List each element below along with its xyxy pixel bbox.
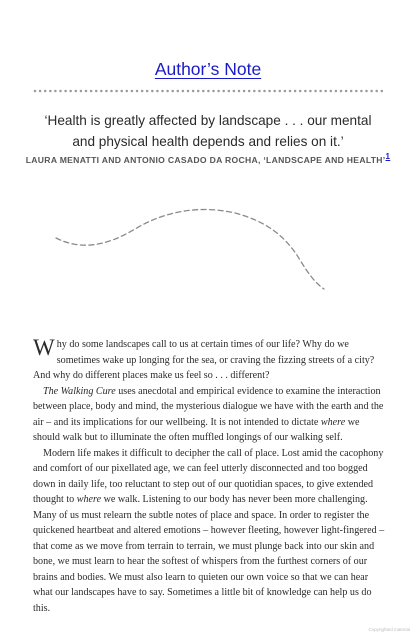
divider-dot <box>243 90 246 93</box>
divider-dot <box>207 90 210 93</box>
epigraph-attribution <box>0 152 416 165</box>
divider-dot <box>309 90 312 93</box>
divider-dot <box>314 90 317 93</box>
divider-dot <box>39 90 42 93</box>
divider-dot <box>268 90 271 93</box>
emphasis-where: where <box>320 416 346 428</box>
divider-dot <box>85 90 88 93</box>
divider-dot <box>197 90 200 93</box>
divider-dot <box>146 90 149 93</box>
divider-dot <box>182 90 185 93</box>
divider-dot <box>110 90 113 93</box>
paragraph-2 <box>33 384 385 446</box>
divider-dot <box>253 90 256 93</box>
page-title[interactable]: Author’s Note <box>154 59 262 79</box>
body-text <box>33 337 385 616</box>
divider-dot <box>238 90 241 93</box>
divider-dot <box>100 90 103 93</box>
divider-dot <box>279 90 282 93</box>
divider-dot <box>80 90 83 93</box>
divider-dot <box>273 90 276 93</box>
divider-dot <box>340 90 343 93</box>
footnote-link[interactable]: 1 <box>385 152 391 161</box>
divider-dot <box>75 90 78 93</box>
wave-path <box>56 210 324 289</box>
divider-dot <box>304 90 307 93</box>
divider-dot <box>294 90 297 93</box>
divider-dot <box>69 90 72 93</box>
divider-dot <box>324 90 327 93</box>
divider-dot <box>90 90 93 93</box>
divider-dot <box>222 90 225 93</box>
paragraph-3-text-b: we walk. Listening to our body has never been more challenging. Many of us must relearn the subtle notes of place and space. In order to register the quickened heartbeat and altered emotions – however fleeting, however light-fingered – that come as we move from terrain to terrain, we must plunge back into our skin and bone, we must learn to hear the softest of whispers from the furthest corners of our brains and bodies. We must also learn to quieten our own voice so that we can hear what our landscapes have to say. Sometimes a little bit of knowledge can help us do this. <box>33 494 385 614</box>
divider-dot <box>248 90 251 93</box>
paragraph-2-text-b: we should walk but to illuminate the often muffled longings of our walking self. <box>33 416 360 443</box>
divider-dot <box>212 90 215 93</box>
divider-dot <box>330 90 333 93</box>
paragraph-3 <box>33 446 385 617</box>
divider-dot <box>151 90 154 93</box>
divider-dot <box>299 90 302 93</box>
divider-dot <box>381 90 384 93</box>
divider-dot <box>131 90 134 93</box>
dotted-divider <box>33 89 385 93</box>
divider-dot <box>370 90 373 93</box>
divider-dot <box>375 90 378 93</box>
drop-cap: W <box>33 335 55 360</box>
divider-dot <box>59 90 62 93</box>
divider-dot <box>161 90 164 93</box>
divider-dot <box>345 90 348 93</box>
divider-dot <box>217 90 220 93</box>
dashed-wave-decoration <box>50 205 330 295</box>
divider-dot <box>228 90 231 93</box>
copyright-watermark: Copyrighted material <box>368 627 410 632</box>
divider-dot <box>105 90 108 93</box>
divider-dot <box>335 90 338 93</box>
divider-dot <box>258 90 261 93</box>
divider-dot <box>177 90 180 93</box>
divider-dot <box>120 90 123 93</box>
divider-dot <box>284 90 287 93</box>
divider-dot <box>263 90 266 93</box>
divider-dot <box>95 90 98 93</box>
divider-dot <box>156 90 159 93</box>
divider-dot <box>141 90 144 93</box>
paragraph-1-text: hy do some landscapes call to us at certain times of our life? Why do we sometimes wake up longing for the sea, or craving the fizzing streets of a city? And why do different places make us feel so . . . different? <box>33 339 375 381</box>
divider-dot <box>355 90 358 93</box>
divider-dot <box>49 90 52 93</box>
divider-dot <box>34 90 37 93</box>
divider-dot <box>350 90 353 93</box>
divider-dot <box>289 90 292 93</box>
emphasis-where: where <box>76 494 102 505</box>
divider-dot <box>171 90 174 93</box>
divider-dot <box>126 90 129 93</box>
book-title: The Walking Cure <box>43 385 116 397</box>
divider-dot <box>64 90 67 93</box>
divider-dot <box>365 90 368 93</box>
divider-dot <box>192 90 195 93</box>
attribution-text: LAURA MENATTI AND ANTONIO CASADO DA ROCHA, ‘LANDSCAPE AND HEALTH’ <box>25 154 386 165</box>
divider-dot <box>54 90 57 93</box>
divider-dot <box>166 90 169 93</box>
divider-dot <box>233 90 236 93</box>
divider-dot <box>136 90 139 93</box>
paragraph-3-text-a: Modern life makes it difficult to decipher the call of place. Lost amid the cacophony and comfort of our pixellated age, we can feel utterly disconnected and too bogged down in daily life, too reluctant to step out of our quotidian spaces, to give extended thought to <box>33 447 384 505</box>
paragraph-1 <box>33 337 385 384</box>
divider-dot <box>187 90 190 93</box>
divider-dot <box>202 90 205 93</box>
paragraph-2-text-a: uses anecdotal and empirical evidence to examine the interaction between place, body and mind, the mysterious dialogue we have with the earth and the air – and its implications for our wellbeing. It is not intended to dictate <box>33 385 384 428</box>
epigraph-quote: ‘Health is greatly affected by landscape . . . our mental and physical health depends and relies on it.’ <box>44 113 372 149</box>
divider-dot <box>115 90 118 93</box>
divider-dot <box>360 90 363 93</box>
divider-dot <box>44 90 47 93</box>
divider-dot <box>319 90 322 93</box>
